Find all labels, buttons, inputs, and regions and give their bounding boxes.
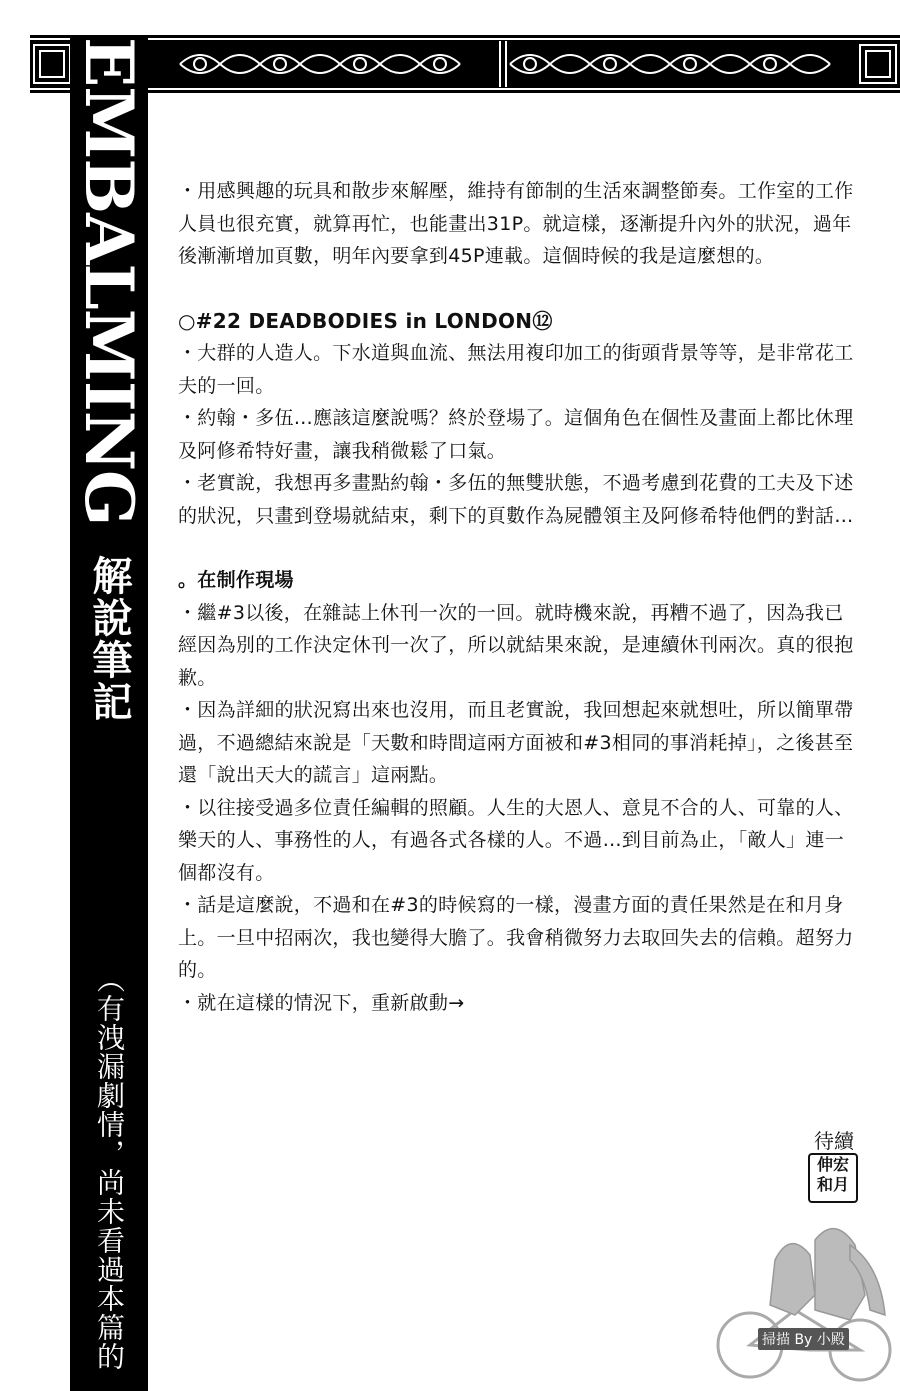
seal-line: 伸宏 <box>816 1155 849 1174</box>
subsection-heading: 。在制作現場 <box>178 569 294 591</box>
paragraph: ・老實說，我想再多畫點約翰・多伍的無雙狀態，不過考慮到花費的工夫及下述的狀況，只畫到登場就結束，剩下的頁數作為屍體領主及阿修希特他們的對話… <box>178 472 854 527</box>
paragraph: ・因為詳細的狀況寫出來也沒用，而且老實說，我回想起來就想吐，所以簡單帶過，不過總結來說是「天數和時間這兩方面被和#3相同的事消耗掉」，之後甚至還「說出天大的謊言」這兩點。 <box>178 699 854 786</box>
paragraph: ・以往接受過多位責任編輯的照顧。人生的大恩人、意見不合的人、可靠的人、樂天的人、事務性的人，有過各式各樣的人。不過…到目前為止，「敵人」連一個都沒有。 <box>178 796 854 884</box>
to-be-continued: 待續 <box>814 1129 854 1153</box>
scan-credit: 掃描 By 小殿 <box>758 1328 849 1350</box>
paragraph-gap <box>178 532 858 564</box>
bicycle-illustration <box>700 1200 900 1391</box>
paragraph: ・用感興趣的玩具和散步來解壓，維持有節制的生活來調整節奏。工作室的工作人員也很充實，就算再忙，也能畫出31P。就這樣，逐漸提升內外的狀況，過年後漸漸增加頁數，明年內要拿到45P連載。這個時候的我是這麼想的。 <box>178 180 854 267</box>
spine-title: EMBALMING <box>70 37 148 526</box>
paragraph: ・大群的人造人。下水道與血流、無法用複印加工的街頭背景等等，是非常花工夫的一回。 <box>178 342 854 397</box>
author-seal <box>808 1153 858 1203</box>
section-heading: ○#22 DEADBODIES in LONDON⑫ <box>178 308 553 333</box>
ornamental-border <box>30 35 900 93</box>
paragraph: ・約翰・多伍…應該這麼說嗎？終於登場了。這個角色在個性及畫面上都比休理及阿修希特好畫，讓我稍微鬆了口氣。 <box>178 407 854 462</box>
seal-line: 和月 <box>816 1175 849 1194</box>
spine-subtitle: 解說筆記 <box>86 555 132 723</box>
paragraph-gap <box>178 273 858 305</box>
paragraph: ・話是這麼說，不過和在#3的時候寫的一樣，漫畫方面的責任果然是在和月身上。一旦中招兩次，我也變得大膽了。我會稍微努力去取回失去的信賴。超努力的。 <box>178 894 854 981</box>
spoiler-warning: （有洩漏劇情，尚未看過本篇的讀者請注意） <box>15 965 126 1371</box>
paragraph: ・繼#3以後，在雜誌上休刊一次的一回。就時機來說，再糟不過了，因為我已經因為別的工作決定休刊一次了，所以就結果來說，是連續休刊兩次。真的很抱歉。 <box>178 601 854 689</box>
commentary-text <box>178 175 858 1019</box>
paragraph: ・就在這樣的情況下，重新啟動→ <box>178 991 465 1014</box>
